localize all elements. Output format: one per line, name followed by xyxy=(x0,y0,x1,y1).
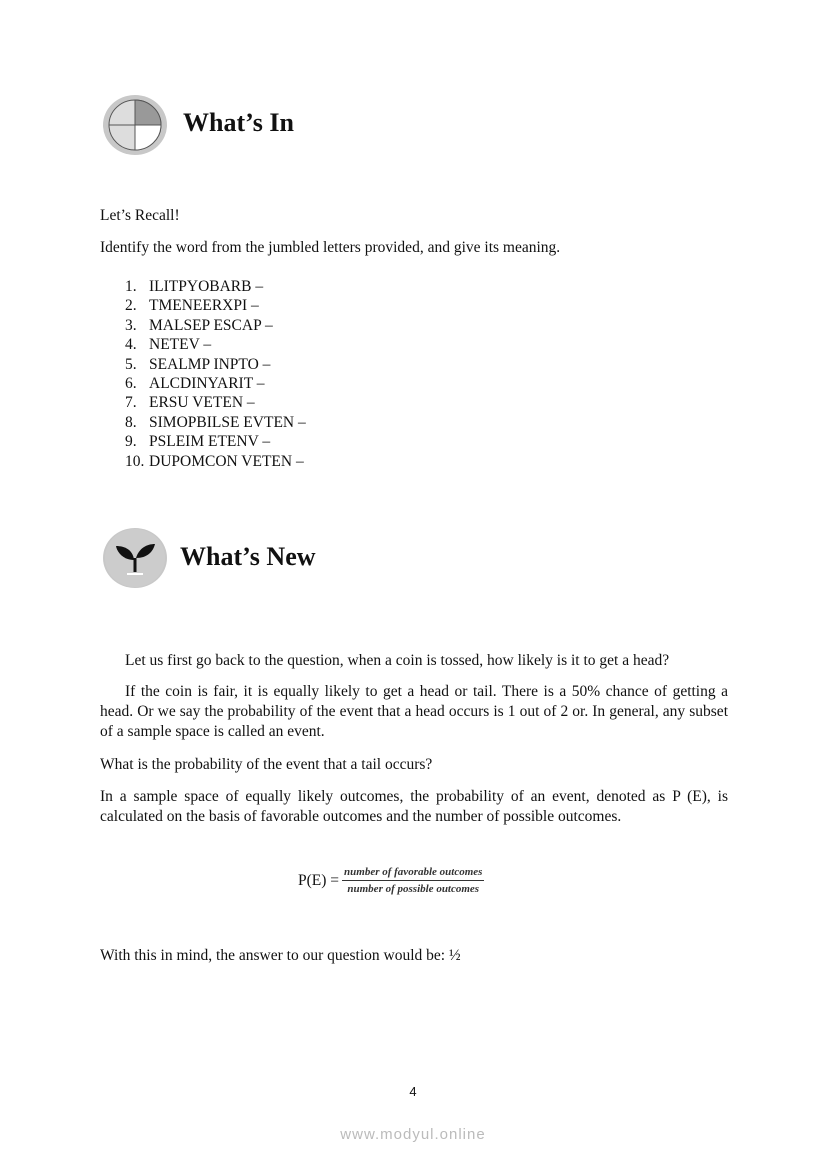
formula-numerator: number of favorable outcomes xyxy=(342,866,484,881)
formula-denominator: number of possible outcomes xyxy=(347,883,480,895)
list-item: 7. ERSU VETEN – xyxy=(125,394,255,412)
jumbled-words-list xyxy=(125,277,306,471)
list-item: 5. SEALMP INPTO – xyxy=(125,355,271,373)
formula-lhs: P(E) = xyxy=(298,871,340,889)
intro-text: Let’s Recall! xyxy=(100,207,180,224)
paragraph: With this in mind, the answer to our question would be: ½ xyxy=(100,947,461,964)
watermark: www.modyul.online xyxy=(340,1126,486,1143)
list-item: 9. PSLEIM ETENV – xyxy=(125,433,271,451)
paragraph: Let us first go back to the question, when a coin is tossed, how likely is it to get a head? xyxy=(125,652,670,669)
seedling-icon xyxy=(103,528,167,588)
list-item: 3. MALSEP ESCAP – xyxy=(125,316,273,334)
list-item: 4. NETEV – xyxy=(125,336,212,354)
list-item: 2. TMENEERXPI – xyxy=(125,297,259,315)
list-item: 8. SIMOPBILSE EVTEN – xyxy=(125,413,306,431)
list-item: 6. ALCDINYARIT – xyxy=(125,374,265,392)
list-item: 1. ILITPYOBARB – xyxy=(125,278,264,295)
paragraph: What is the probability of the event that a tail occurs? xyxy=(100,756,433,773)
paragraph: In a sample space of equally likely outcomes, the probability of an event, denoted as P (E), is calculated on the basis of favorable outcomes and the number of possible outcomes. xyxy=(100,788,728,825)
page-number: 4 xyxy=(409,1084,417,1099)
instruction-text: Identify the word from the jumbled letters provided, and give its meaning. xyxy=(100,239,561,256)
paragraph: If the coin is fair, it is equally likely to get a head or tail. There is a 50% chance of getting a head. Or we say the probability of the event that a head occurs is 1 out of 2 or. In general, any subset of a sample space is called an event. xyxy=(100,683,728,740)
list-item: 10. DUPOMCON VETEN – xyxy=(125,452,304,470)
section-title-whats-new: What’s New xyxy=(180,542,316,571)
puzzle-icon xyxy=(103,95,167,155)
probability-formula xyxy=(298,866,484,895)
section-title-whats-in: What’s In xyxy=(183,108,295,137)
